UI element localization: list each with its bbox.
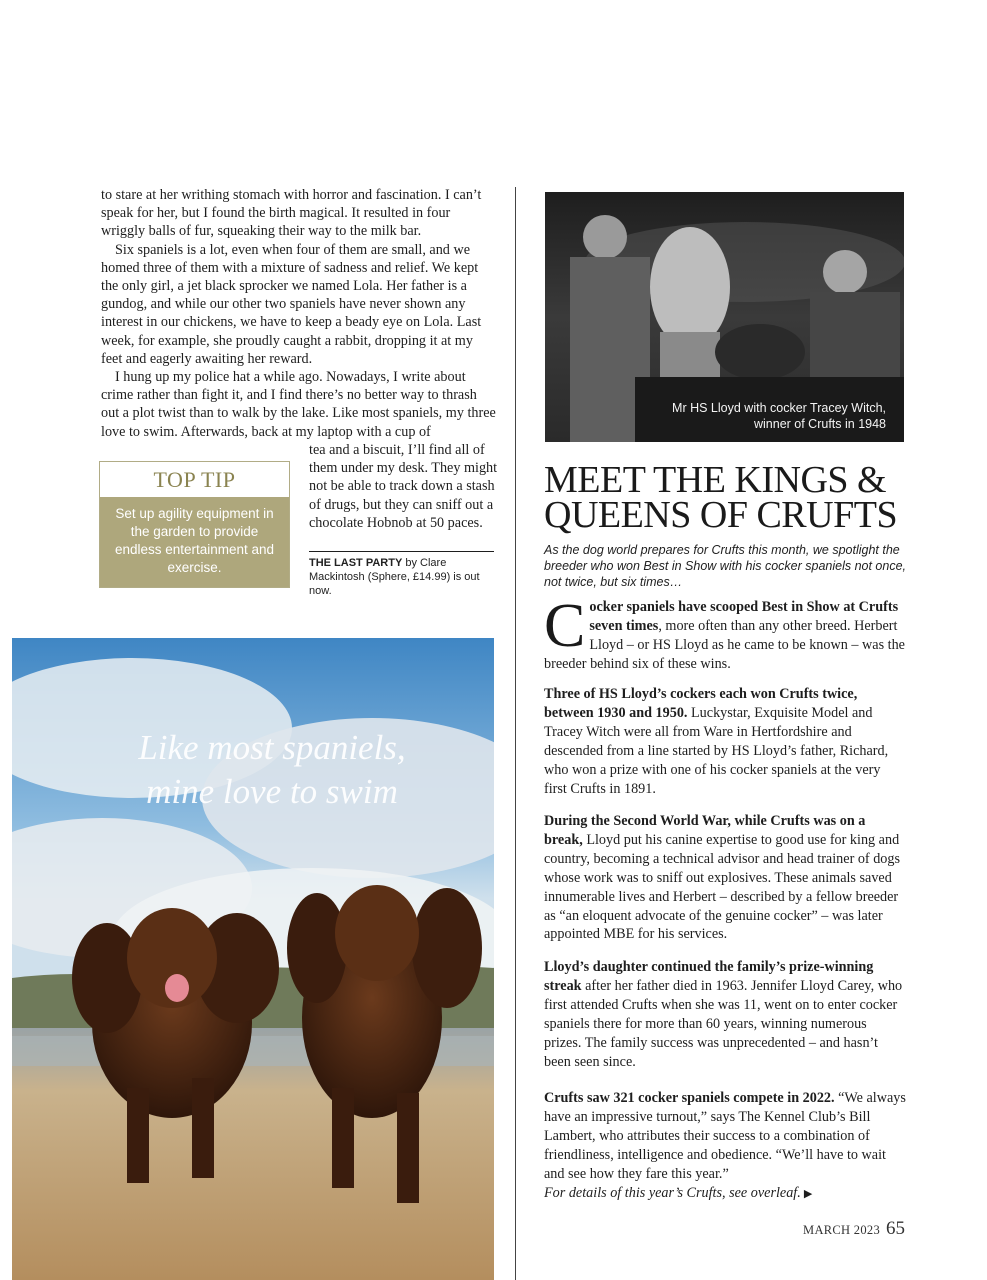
- book-details: by Clare Mackintosh (Sphere, £14.99) is out now.: [309, 557, 480, 597]
- left-column-narrow-text: [309, 441, 499, 532]
- left-paragraph-2: Six spaniels is a lot, even when four of them are small, and we homed three of them with a mixture of sadness and relief. We kept the only girl, a jet black sprocker we named Lola. Her father is a gundog, and while our other two spaniels have never shown any interest in our chickens, we have to keep a beady eye on Lola. Last week, for example, she proudly caught a rabbit, dropping it at my feet and eagerly awaiting her reward.: [101, 241, 482, 367]
- article-paragraph-4: [544, 958, 906, 1071]
- paragraph-2-lead: Three of HS Lloyd’s cockers each won Crufts twice, between 1930 and 1950.: [544, 686, 858, 721]
- pull-quote-line-2: mine love to swim: [146, 772, 398, 811]
- top-tip-text: Set up agility equipment in the garden to provide endless entertainment and exercise.: [100, 497, 289, 587]
- photo-caption: [672, 400, 886, 432]
- page-number: 65: [886, 1218, 905, 1239]
- overleaf-text: For details of this year’s Crufts, see overleaf.: [544, 1184, 801, 1201]
- paragraph-5-text: “We always have an impressive turnout,” says The Kennel Club’s Bill Lambert, who attributes their success to a combination of friendliness, intelligence and obedience. “We’ll have to wait and see how they fare this year.”: [544, 1090, 906, 1182]
- article-paragraph-1: [544, 592, 906, 674]
- arrow-right-icon: ▶: [803, 1187, 813, 1200]
- headline-line-1: MEET THE KINGS &: [544, 459, 887, 501]
- article-standfirst: As the dog world prepares for Crufts this month, we spotlight the breeder who won Best in Show with his cocker spaniels not once, not twice, but six times…: [544, 543, 906, 589]
- article-paragraph-5: [544, 1089, 906, 1203]
- photo-caption-line-1: Mr HS Lloyd with cocker Tracey Witch,: [672, 401, 886, 415]
- left-paragraph-3: I hung up my police hat a while ago. Nowadays, I write about crime rather than fight it, and I find there’s no better way to thrash out a plot twist than to walk by the lake. Like most spaniels, my three love to swim. Afterwards, back at my laptop with a cup of: [101, 369, 496, 440]
- left-paragraph-3-continued: tea and a biscuit, I’ll find all of them under my desk. They might not be able to track down a stash of drugs, but they can sniff out a chocolate Hobnob at 50 paces.: [309, 442, 498, 531]
- paragraph-2-text: Luckystar, Exquisite Model and Tracey Witch were all from Ware in Hertfordshire and descended from a line started by HS Lloyd’s father, Richard, who won a prize with one of his cocker spaniels at the very first Crufts in 1891.: [544, 704, 889, 797]
- book-title: THE LAST PARTY: [309, 557, 403, 569]
- paragraph-4-lead: Lloyd’s daughter continued the family’s prize-winning streak: [544, 959, 874, 994]
- photo-caption-line-2: winner of Crufts in 1948: [753, 417, 886, 431]
- paragraph-3-text: Lloyd put his canine expertise to good use for king and country, becoming a technical advisor and head trainer of dogs whose work was to sniff out explosives. These animals saved innumerable lives and Herbert – described by a fellow breeder as “an eloquent advocate of the genuine cocker” – was later appointed MBE for his services.: [544, 831, 901, 943]
- paragraph-1-text: , more often than any other breed. Herbert Lloyd – or HS Lloyd as he came to be known – was the breeder behind six of these wins.: [544, 617, 905, 672]
- article-paragraph-3: [544, 812, 906, 944]
- left-paragraph-1: to stare at her writhing stomach with horror and fascination. I can’t speak for her, but I found the birth magical. It resulted in four wriggly balls of fur, squeaking their way to the milk bar.: [101, 187, 482, 240]
- pull-quote: [12, 726, 532, 814]
- headline-line-2: QUEENS OF CRUFTS: [544, 494, 898, 536]
- page-folio: [803, 1218, 905, 1240]
- paragraph-3-lead: During the Second World War, while Crufts was on a break,: [544, 813, 866, 848]
- crufts-1948-photo: [545, 192, 904, 442]
- top-tip-box: [99, 461, 290, 588]
- left-column-text: [101, 186, 497, 441]
- top-tip-heading: TOP TIP: [100, 462, 289, 497]
- drop-cap: C: [544, 592, 586, 660]
- paragraph-4-text: after her father died in 1963. Jennifer Lloyd Carey, who first attended Crufts when she was 11, went on to enter cocker spaniels there for more than 60 years, winning numerous prizes. The family success was unprecedented – and hasn’t been seen since.: [544, 977, 903, 1070]
- pull-quote-line-1: Like most spaniels,: [138, 728, 406, 767]
- paragraph-5-lead: Crufts saw 321 cocker spaniels compete in 2022.: [544, 1090, 835, 1106]
- overleaf-link[interactable]: [544, 1185, 812, 1201]
- article-headline: [544, 459, 914, 536]
- book-credit: [309, 551, 494, 598]
- issue-date: MARCH 2023: [803, 1223, 880, 1237]
- paragraph-1-lead: ocker spaniels have scooped Best in Show at Crufts seven times: [589, 599, 899, 634]
- article-paragraph-2: [544, 685, 906, 798]
